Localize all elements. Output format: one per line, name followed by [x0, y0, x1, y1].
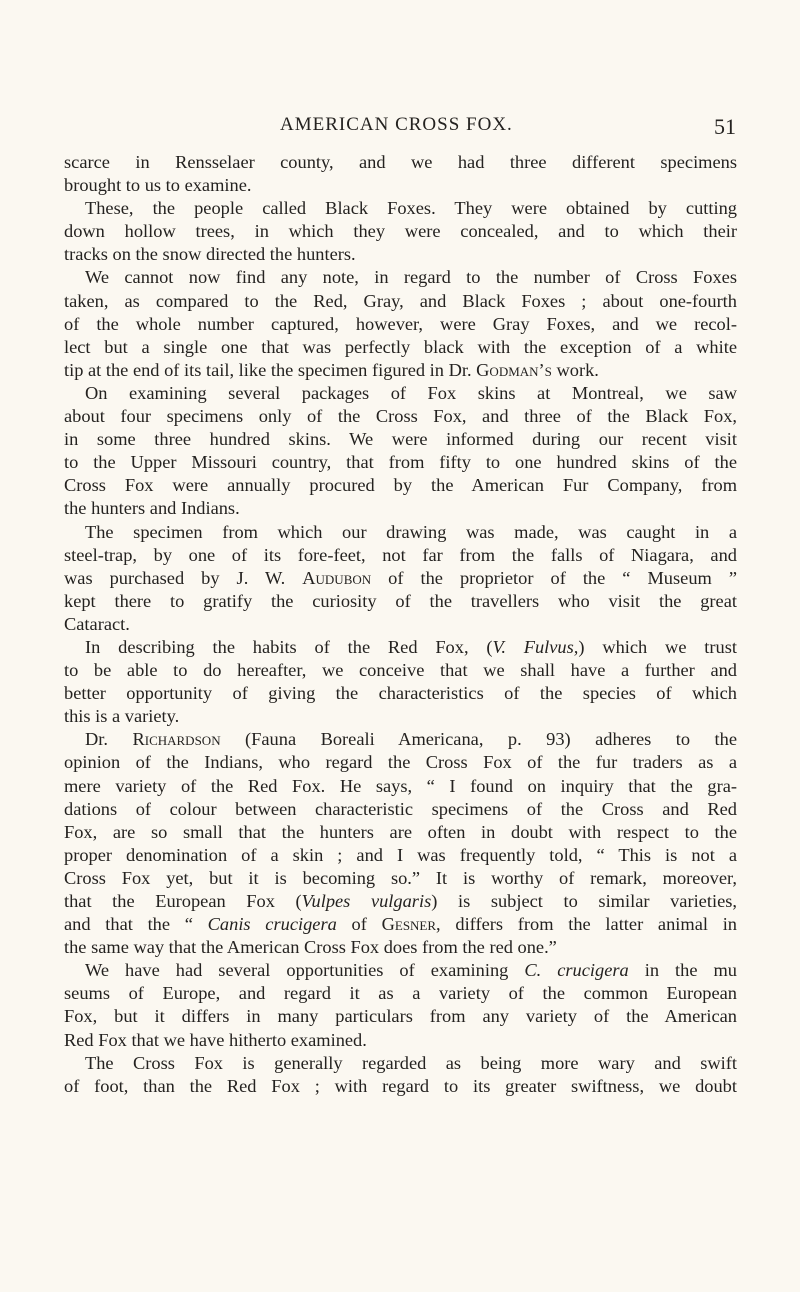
text-run: opinion of the Indians, who regard the Cross Fox of the fur traders as a	[64, 752, 737, 773]
text-run: The specimen from which our drawing was made, was caught in a	[85, 521, 737, 542]
text-line	[64, 775, 737, 798]
running-title: AMERICAN CROSS FOX.	[280, 114, 513, 135]
text-line	[64, 728, 737, 751]
text-line	[64, 521, 737, 544]
italic-term: Vulpes vulgaris	[301, 891, 432, 911]
text-run: the hunters and Indians.	[64, 498, 240, 519]
text-run: this is a variety.	[64, 706, 180, 727]
text-run: Cross Fox yet, but it is becoming so.” It is worthy of remark, moreover,	[64, 867, 737, 888]
text-run: mere variety of the Red Fox. He says, “ I found on inquiry that the gra-	[64, 775, 737, 796]
text-run: taken, as compared to the Red, Gray, and Black Foxes ; about one-fourth	[64, 290, 737, 311]
text-line	[64, 613, 737, 636]
text-run: of the proprietor of the “ Museum ”	[371, 567, 737, 588]
text-run: and that the “	[64, 914, 208, 935]
text-run: On examining several packages of Fox skins at Montreal, we saw	[85, 382, 737, 403]
text-run: dations of colour between characteristic specimens of the Cross and Red	[64, 798, 737, 819]
text-line	[64, 544, 737, 567]
text-run: better opportunity of giving the characteristics of the species of which	[64, 683, 737, 704]
italic-term: Canis crucigera	[207, 914, 337, 935]
text-line	[64, 197, 737, 220]
text-line	[64, 266, 737, 289]
text-run: down hollow trees, in which they were concealed, and to which their	[64, 221, 737, 242]
text-line	[64, 890, 737, 913]
text-run: ) is subject to similar varieties,	[431, 891, 737, 911]
text-run: the same way that the American Cross Fox does from the red one.”	[64, 937, 557, 958]
text-run: lect but a single one that was perfectly black with the exception of a white	[64, 336, 737, 357]
text-run: We cannot now find any note, in regard to the number of Cross Foxes	[85, 267, 737, 288]
text-run: work.	[551, 359, 599, 380]
text-line	[64, 590, 737, 613]
text-line	[64, 982, 737, 1005]
text-run: in the mu	[628, 960, 737, 981]
text-line	[64, 844, 737, 867]
small-caps-name: Richardson	[132, 729, 221, 750]
text-run: In describing the habits of the Red Fox, (	[85, 636, 493, 657]
text-run: The Cross Fox is generally regarded as being more wary and swift	[85, 1052, 737, 1073]
text-line	[64, 821, 737, 844]
text-line	[64, 867, 737, 890]
text-run: of	[336, 914, 382, 935]
text-run: about four specimens only of the Cross Fox, and three of the Black Fox,	[64, 406, 737, 427]
text-line	[64, 936, 737, 959]
text-line	[64, 798, 737, 821]
italic-term: V. Fulvus,	[492, 636, 579, 657]
text-line	[64, 682, 737, 705]
body-text	[64, 151, 737, 1098]
text-line	[64, 1075, 737, 1098]
text-run: Cataract.	[64, 613, 130, 634]
text-run: to the Upper Missouri country, that from fifty to one hundred skins of the	[64, 452, 737, 473]
text-run: that the European Fox (	[64, 891, 302, 911]
text-run: Red Fox that we have hitherto examined.	[64, 1029, 367, 1050]
text-run: in some three hundred skins. We were informed during our recent visit	[64, 429, 737, 450]
small-caps-name: Audubon	[302, 567, 372, 588]
text-line	[64, 567, 737, 590]
text-line	[64, 636, 737, 659]
text-line	[64, 659, 737, 682]
text-line	[64, 174, 737, 197]
text-line	[64, 243, 737, 266]
text-line	[64, 1005, 737, 1028]
text-run: of the whole number captured, however, were Gray Foxes, and we recol-	[64, 313, 737, 334]
text-line	[64, 290, 737, 313]
text-run: Cross Fox were annually procured by the American Fur Company, from	[64, 475, 737, 496]
small-caps-name: Gesner	[381, 914, 437, 935]
page-number: 51	[714, 114, 736, 139]
text-line	[64, 913, 737, 936]
text-run: was purchased by J. W.	[64, 567, 303, 588]
text-run: Fox, but it differs in many particulars from any variety of the American	[64, 1006, 737, 1027]
text-line	[64, 705, 737, 728]
text-run: tracks on the snow directed the hunters.	[64, 244, 356, 265]
text-run: , differs from the latter animal in	[436, 914, 737, 935]
text-line	[64, 220, 737, 243]
text-run: steel-trap, by one of its fore-feet, not far from the falls of Niagara, and	[64, 544, 737, 565]
text-run: We have had several opportunities of examining	[85, 960, 525, 981]
text-run: kept there to gratify the curiosity of the travellers who visit the great	[64, 590, 737, 611]
text-line	[64, 474, 737, 497]
text-line	[64, 359, 737, 382]
small-caps-name: Godman’s	[476, 359, 552, 380]
text-line	[64, 382, 737, 405]
text-run: of foot, than the Red Fox ; with regard to its greater swiftness, we doubt	[64, 1075, 737, 1096]
text-run: brought to us to examine.	[64, 175, 252, 196]
italic-term: C. crucigera	[524, 960, 629, 981]
text-run: (Fauna Boreali Americana, p. 93) adheres to the	[220, 729, 738, 750]
text-run: ) which we trust	[578, 636, 737, 657]
text-run: to be able to do hereafter, we conceive that we shall have a further and	[64, 660, 737, 681]
text-run: tip at the end of its tail, like the specimen figured in Dr.	[64, 359, 477, 380]
text-line	[64, 336, 737, 359]
text-line	[64, 1029, 737, 1052]
text-line	[64, 497, 737, 520]
text-line	[64, 751, 737, 774]
text-line	[64, 151, 737, 174]
text-line	[64, 405, 737, 428]
text-line	[64, 428, 737, 451]
text-line	[64, 959, 737, 982]
text-run: Fox, are so small that the hunters are often in doubt with respect to the	[64, 821, 737, 842]
text-line	[64, 313, 737, 336]
text-run: Dr.	[85, 729, 133, 750]
text-run: scarce in Rensselaer county, and we had three different specimens	[64, 152, 737, 172]
text-run: These, the people called Black Foxes. They were obtained by cutting	[85, 198, 737, 219]
text-run: seums of Europe, and regard it as a variety of the common European	[64, 983, 737, 1004]
text-line	[64, 1052, 737, 1075]
text-line	[64, 451, 737, 474]
text-run: proper denomination of a skin ; and I was frequently told, “ This is not a	[64, 844, 737, 865]
page-header	[0, 114, 800, 144]
